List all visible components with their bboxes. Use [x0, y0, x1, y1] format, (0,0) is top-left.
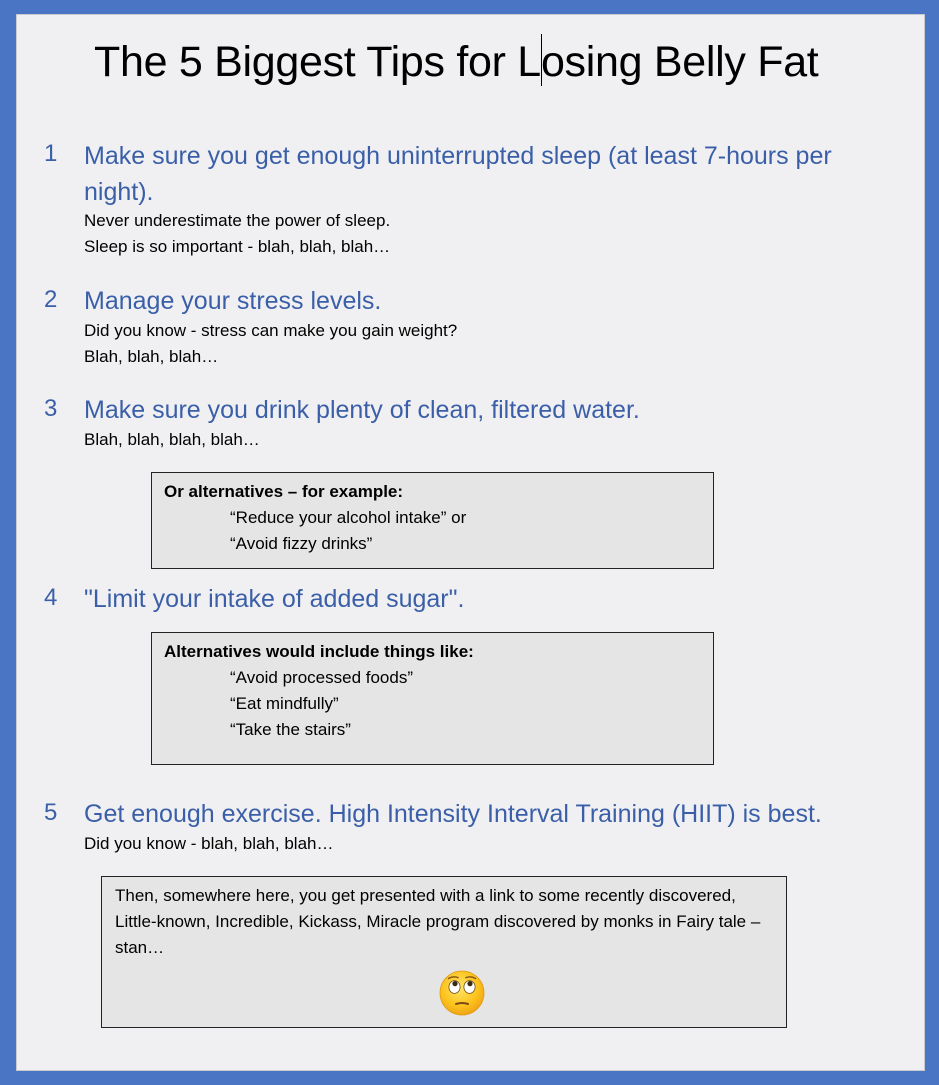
box-heading: Or alternatives – for example:: [164, 482, 404, 501]
document-page: [16, 14, 925, 1071]
box-item: “Avoid fizzy drinks”: [230, 534, 373, 553]
tip-body-2-line-1: Did you know - stress can make you gain weight?: [84, 321, 458, 340]
tip-number-2: 2: [44, 286, 58, 313]
tip-heading-2: Manage your stress levels.: [84, 287, 382, 315]
document-title[interactable]: [94, 34, 818, 87]
tip-heading-3: Make sure you drink plenty of clean, filtered water.: [84, 396, 640, 424]
tip-number-5: 5: [44, 799, 58, 826]
tip-body-2-line-2: Blah, blah, blah…: [84, 347, 219, 366]
program-text: Then, somewhere here, you get presented with a link to some recently discovered, Little-known, Incredible, Kickass, Miracle program discovered by monks in Fairy tale – stan…: [115, 886, 761, 957]
tip-number-3: 3: [44, 395, 58, 422]
miracle-program-box: [101, 876, 787, 1028]
title-text-end: osing Belly Fat: [540, 38, 819, 86]
tip-body-1-line-1: Never underestimate the power of sleep.: [84, 211, 391, 230]
tip-body-1-line-2: Sleep is so important - blah, blah, blah…: [84, 237, 391, 256]
box-item: “Avoid processed foods”: [230, 668, 414, 687]
alternatives-box-water: [151, 472, 714, 569]
tip-body-3-line-1: Blah, blah, blah, blah…: [84, 430, 260, 449]
tip-body-5-line-1: Did you know - blah, blah, blah…: [84, 834, 334, 853]
tip-heading-5: Get enough exercise. High Intensity Interval Training (HIIT) is best.: [84, 800, 822, 828]
tip-heading-1: Make sure you get enough uninterrupted sleep (at least 7-hours per night).: [84, 142, 832, 206]
title-text-start: The 5 Biggest Tips for L: [94, 38, 541, 86]
box-item: “Reduce your alcohol intake” or: [230, 508, 467, 527]
box-item: “Take the stairs”: [230, 720, 351, 739]
tip-number-1: 1: [44, 140, 58, 167]
eye-roll-face-icon: [438, 969, 486, 1017]
box-heading: Alternatives would include things like:: [164, 642, 474, 661]
tip-number-4: 4: [44, 584, 58, 611]
alternatives-box-sugar: [151, 632, 714, 765]
box-item: “Eat mindfully”: [230, 694, 339, 713]
tip-heading-4: "Limit your intake of added sugar".: [84, 585, 465, 613]
